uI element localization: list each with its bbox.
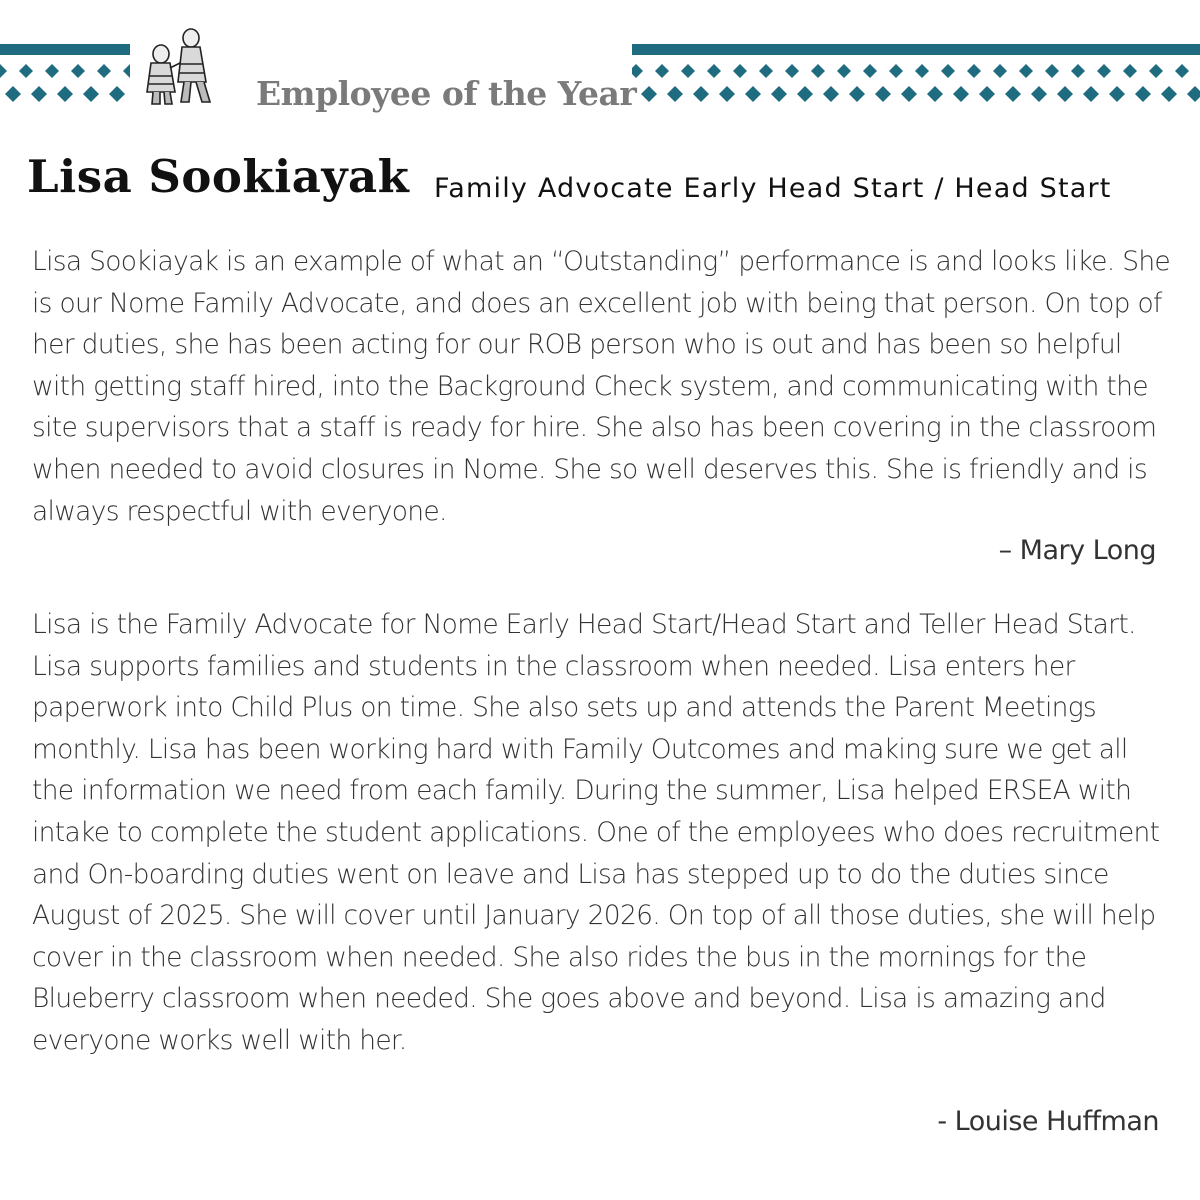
- employee-name: Lisa Sookiayak: [27, 150, 410, 203]
- tribute-text-1: Lisa Sookiayak is an example of what an “Outstanding” performance is and looks like. She is our Nome Family Advocate, and does an excellent job with being that person. On top of her duties, she has been acting for our ROB person who is out and has been so helpful with getting staff hired, into the Background Check system, and communicating with the site supervisors that a staff is ready for hire. She also has been covering in the classroom when needed to avoid closures in Nome. She so well deserves this. She is friendly and is always respectful with everyone.: [32, 246, 1171, 527]
- tribute-author-1: – Mary Long: [998, 535, 1156, 566]
- header-title: Employee of the Year: [256, 74, 637, 113]
- tribute-author-2: - Louise Huffman: [937, 1106, 1159, 1137]
- employee-role: Family Advocate Early Head Start / Head Start: [434, 173, 1112, 204]
- walking-figures-icon: [136, 26, 222, 112]
- header-pattern-band-right: [632, 44, 1200, 108]
- header-pattern-band-left: [0, 44, 130, 108]
- tribute-text-2: Lisa is the Family Advocate for Nome Early Head Start/Head Start and Teller Head Start. Lisa supports families and students in the classroom when needed. Lisa enters her paperwork into Child Plus on time. She also sets up and attends the Parent Meetings monthly. Lisa has been working hard with Family Outcomes and making sure we get all the information we need from each family. During the summer, Lisa helped ERSEA with intake to complete the student applications. One of the employees who does recruitment and On-boarding duties went on leave and Lisa has stepped up to do the duties since August of 2025. She will cover until January 2026. On top of all those duties, she will help cover in the classroom when needed. She also rides the bus in the mornings for the Blueberry classroom when needed. She goes above and beyond. Lisa is amazing and everyone works well with her.: [32, 609, 1160, 1056]
